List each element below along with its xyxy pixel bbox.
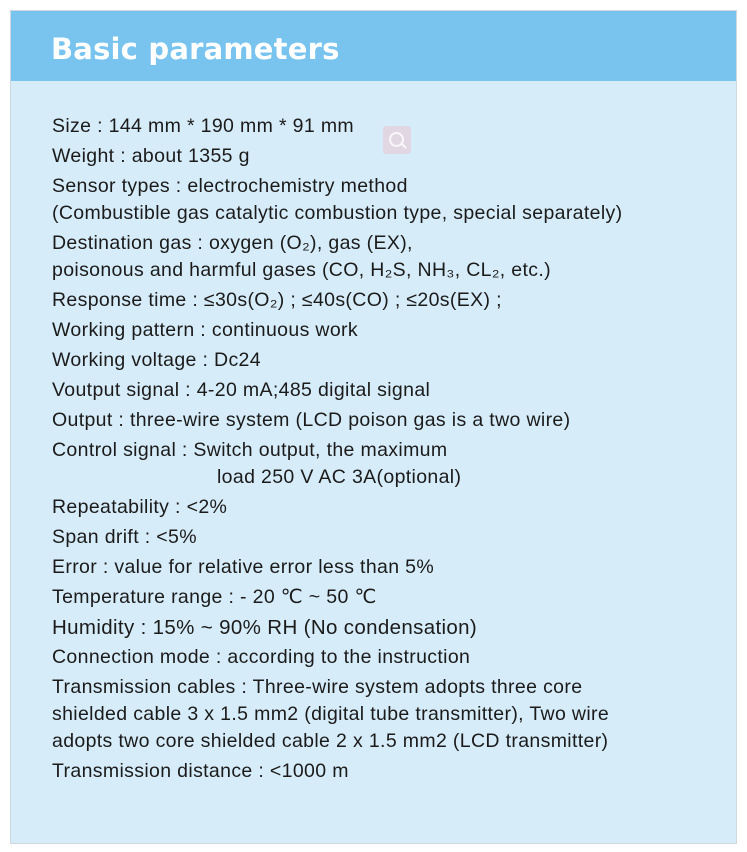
param-line: load 250 V AC 3A(optional): [217, 466, 462, 488]
param-error: [52, 556, 732, 579]
magnifier-icon: [383, 126, 411, 154]
param-line: Humidity : 15% ~ 90% RH (No condensation): [52, 616, 478, 639]
param-humidity: [52, 616, 732, 639]
param-transmission-cables: [52, 676, 732, 753]
param-line: Sensor types : electrochemistry method: [52, 175, 408, 197]
param-line: Working pattern : continuous work: [52, 319, 359, 341]
param-working-pattern: [52, 319, 732, 342]
param-line: Size : 144 mm * 190 mm * 91 mm: [52, 115, 355, 137]
page-title: Basic parameters: [51, 32, 340, 66]
param-line: Span drift : <5%: [52, 526, 197, 548]
param-line: Connection mode : according to the instruction: [52, 646, 471, 668]
param-output: [52, 409, 732, 432]
parameter-list: [52, 115, 732, 790]
param-repeatability: [52, 496, 732, 519]
param-span-drift: [52, 526, 732, 549]
param-line: Output : three-wire system (LCD poison gas is a two wire): [52, 409, 571, 431]
param-working-voltage: [52, 349, 732, 372]
param-line: Error : value for relative error less than 5%: [52, 556, 435, 578]
param-line: Control signal : Switch output, the maximum: [52, 439, 448, 461]
parameters-panel: [10, 10, 737, 844]
param-response-time: [52, 289, 732, 312]
param-line: Transmission cables : Three-wire system adopts three core: [52, 676, 583, 698]
param-line: Repeatability : <2%: [52, 496, 228, 518]
param-line: Temperature range : - 20 ℃ ~ 50 ℃: [52, 586, 377, 608]
param-line: Destination gas : oxygen (O₂), gas (EX),: [52, 232, 413, 254]
param-line: Weight : about 1355 g: [52, 145, 250, 167]
param-line: poisonous and harmful gases (CO, H₂S, NH₃, CL₂, etc.): [52, 259, 551, 281]
magnifier-handle: [401, 143, 407, 149]
param-control-signal: [52, 439, 732, 489]
param-line: adopts two core shielded cable 2 x 1.5 mm2 (LCD transmitter): [52, 730, 609, 752]
header-bar: [11, 11, 736, 81]
param-voutput-signal: [52, 379, 732, 402]
param-line: Voutput signal : 4-20 mA;485 digital signal: [52, 379, 431, 401]
param-connection-mode: [52, 646, 732, 669]
param-line: Transmission distance : <1000 m: [52, 760, 349, 782]
param-line: Response time : ≤30s(O₂) ; ≤40s(CO) ; ≤20s(EX) ;: [52, 289, 502, 311]
param-destination-gas: [52, 232, 732, 282]
param-transmission-distance: [52, 760, 732, 783]
param-line: (Combustible gas catalytic combustion type, special separately): [52, 202, 623, 224]
param-line: Working voltage : Dc24: [52, 349, 261, 371]
param-line: shielded cable 3 x 1.5 mm2 (digital tube transmitter), Two wire: [52, 703, 610, 725]
param-temperature-range: [52, 586, 732, 609]
param-sensor-types: [52, 175, 732, 225]
